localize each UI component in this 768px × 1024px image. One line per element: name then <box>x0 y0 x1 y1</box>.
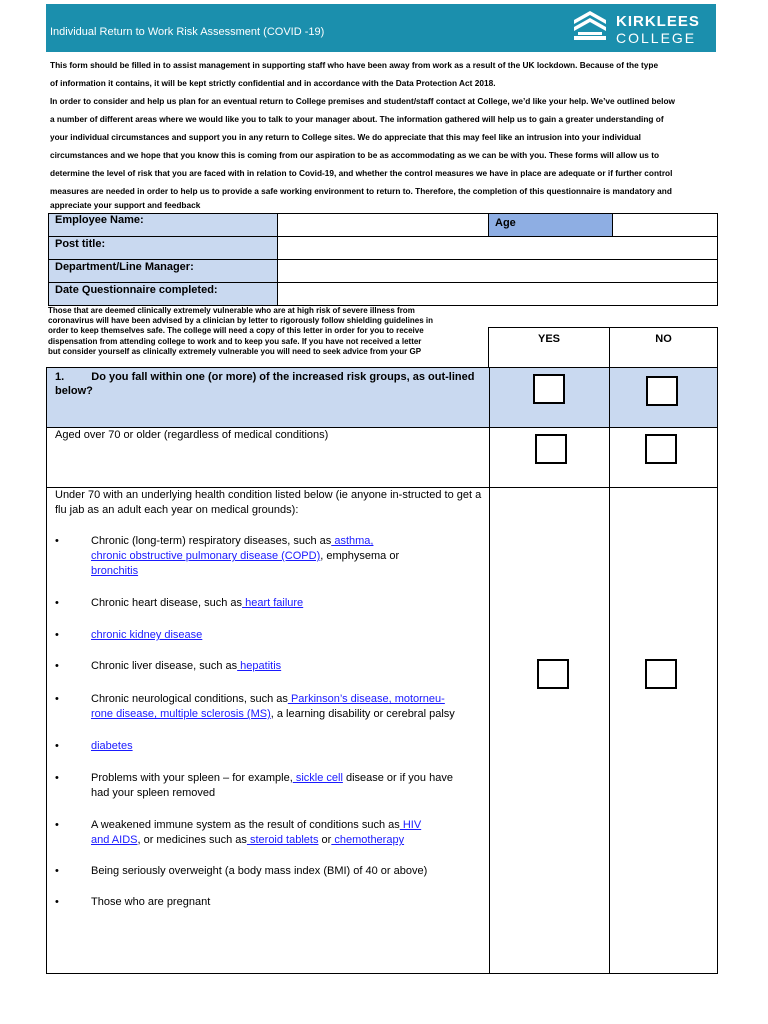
intro-line: of information it contains, it will be kept strictly confidential and in accordance with the Data Protection Act 2018. <box>50 78 496 88</box>
bullet: • <box>55 535 59 547</box>
question1-no-checkbox[interactable] <box>646 376 678 406</box>
department-label <box>48 259 278 283</box>
shielding-line: coronavirus will have been advised by a clinician by letter to rigorously follow shielding guidelines in <box>48 316 433 326</box>
department-field[interactable] <box>277 259 718 283</box>
sickle-cell-link[interactable]: sickle cell <box>292 772 343 784</box>
age-field[interactable] <box>612 213 718 237</box>
intro-line: your individual circumstances and support you in any return to College sites. We do appreciate that this may feel like an intrusion into your individual <box>50 132 641 142</box>
date-label <box>48 282 278 306</box>
chemotherapy-link[interactable]: chemotherapy <box>331 834 405 846</box>
item-text: , emphysema or <box>320 550 400 562</box>
post-title-label <box>48 236 278 260</box>
item-text: Problems with your spleen – for example, <box>91 772 293 784</box>
item-text: A weakened immune system as the result of conditions such as <box>91 819 400 831</box>
intro-line: a number of different areas where we would like you to talk to your manager about. The information gathered will help us to gain a greater understanding of <box>50 114 664 124</box>
post-title-label-text: Post title: <box>55 238 106 250</box>
aged-over-70-row <box>46 427 718 488</box>
diabetes-link[interactable]: diabetes <box>91 740 133 752</box>
intro-line: This form should be filled in to assist management in supporting staff who have been away from work as a result of the UK lockdown. Because of the type <box>50 60 659 70</box>
form-title: Individual Return to Work Risk Assessment (COVID -19) <box>50 26 325 38</box>
hiv-link[interactable]: HIV <box>399 819 422 831</box>
college-logo <box>570 10 710 48</box>
item-text: Those who are pregnant <box>91 896 211 908</box>
item-text: , or medicines such as <box>137 834 247 846</box>
intro-line: In order to consider and help us plan for an eventual return to College premises and student/staff contact at College, we’d like your help. We’ve outlined below <box>50 96 675 106</box>
employee-name-label <box>48 213 278 237</box>
bullet: • <box>55 819 59 831</box>
date-field[interactable] <box>277 282 718 306</box>
steroid-tablets-link[interactable]: steroid tablets <box>246 834 319 846</box>
item-text: Being seriously overweight (a body mass index (BMI) of 40 or above) <box>91 865 428 877</box>
date-label-text: Date Questionnaire completed: <box>55 284 218 296</box>
item-text: Chronic heart disease, such as <box>91 597 243 609</box>
aged-no-checkbox[interactable] <box>645 434 677 464</box>
shielding-note <box>48 306 484 357</box>
parkinsons-link[interactable]: Parkinson’s disease, motorneu- <box>287 693 445 705</box>
logo-icon <box>572 10 608 46</box>
logo-subtitle: COLLEGE <box>616 30 697 46</box>
under-70-yes-checkbox[interactable] <box>537 659 569 689</box>
no-column-header: NO <box>609 327 718 368</box>
shielding-line: order to keep themselves safe. The college will need a copy of this letter in order for you to receive <box>48 326 424 336</box>
item-text: Chronic neurological conditions, such as <box>91 693 288 705</box>
intro-line: appreciate your support and feedback <box>50 200 201 210</box>
department-label-text: Department/Line Manager: <box>55 261 194 273</box>
bullet: • <box>55 772 59 784</box>
bullet: • <box>55 865 59 877</box>
yes-column-header: YES <box>488 327 610 368</box>
asthma-link[interactable]: asthma, <box>331 535 374 547</box>
employee-name-label-text: Employee Name: <box>55 214 144 226</box>
under-70-intro: Under 70 with an underlying health condition listed below (ie anyone in-structed to get a flu jab as an adult each year on medical grounds): <box>55 489 482 516</box>
aged-yes-checkbox[interactable] <box>535 434 567 464</box>
item-text: Chronic (long-term) respiratory diseases, such as <box>91 535 332 547</box>
item-text: or <box>318 834 332 846</box>
heart-failure-link[interactable]: heart failure <box>242 597 304 609</box>
item-text: , a learning disability or cerebral palsy <box>270 708 455 720</box>
bullet: • <box>55 597 59 609</box>
bullet: • <box>55 660 59 672</box>
question1-text <box>55 370 485 398</box>
bullet: • <box>55 693 59 705</box>
question1-number: 1. <box>55 371 65 383</box>
bullet: • <box>55 629 59 641</box>
item-text: had your spleen removed <box>91 787 216 799</box>
under-70-yes-cell <box>489 488 610 973</box>
intro-text <box>50 56 720 210</box>
item-text: disease or if you have <box>342 772 453 784</box>
intro-line: circumstances and we hope that you know this is coming from our aspiration to be as accommodating as we can be with you. These forms will allow us to <box>50 150 660 160</box>
post-title-field[interactable] <box>277 236 718 260</box>
copd-link[interactable]: chronic obstructive pulmonary disease (COPD) <box>91 550 321 562</box>
aged-over-70-text: Aged over 70 or older (regardless of medical conditions) <box>55 429 329 441</box>
age-label-text: Age <box>495 217 516 229</box>
shielding-line: but consider yourself as clinically extremely vulnerable you will need to seek advice from your GP <box>48 346 422 356</box>
under-70-row <box>46 487 718 974</box>
ms-link[interactable]: rone disease, multiple sclerosis (MS) <box>91 708 271 720</box>
aids-link[interactable]: and AIDS <box>91 834 138 846</box>
question1-label: Do you fall within one (or more) of the increased risk groups, as out-lined below? <box>55 371 475 397</box>
kidney-disease-link[interactable]: chronic kidney disease <box>91 629 203 641</box>
shielding-line: dispensation from attending college to work and to keep you safe. If you have not received a letter <box>48 336 422 346</box>
bullet: • <box>55 740 59 752</box>
hepatitis-link[interactable]: hepatitis <box>237 660 282 672</box>
header-banner <box>46 4 716 52</box>
question1-row <box>46 367 718 428</box>
intro-line: measures are needed in order to help us to provide a safe working environment to return to. Therefore, the completion of this questionnaire is mandatory and <box>50 186 672 196</box>
item-text: Chronic liver disease, such as <box>91 660 238 672</box>
under-70-no-checkbox[interactable] <box>645 659 677 689</box>
employee-name-field[interactable] <box>277 213 489 237</box>
shielding-line: Those that are deemed clinically extremely vulnerable who are at high risk of severe illness from <box>48 306 415 315</box>
logo-name: KIRKLEES <box>616 13 700 30</box>
intro-line: determine the level of risk that you are faced with in relation to Covid-19, and whether the control measures we have in place are adequate or if further control <box>50 168 673 178</box>
age-label <box>488 213 613 237</box>
bullet: • <box>55 896 59 908</box>
bronchitis-link[interactable]: bronchitis <box>91 565 139 577</box>
question1-yes-checkbox[interactable] <box>533 374 565 404</box>
